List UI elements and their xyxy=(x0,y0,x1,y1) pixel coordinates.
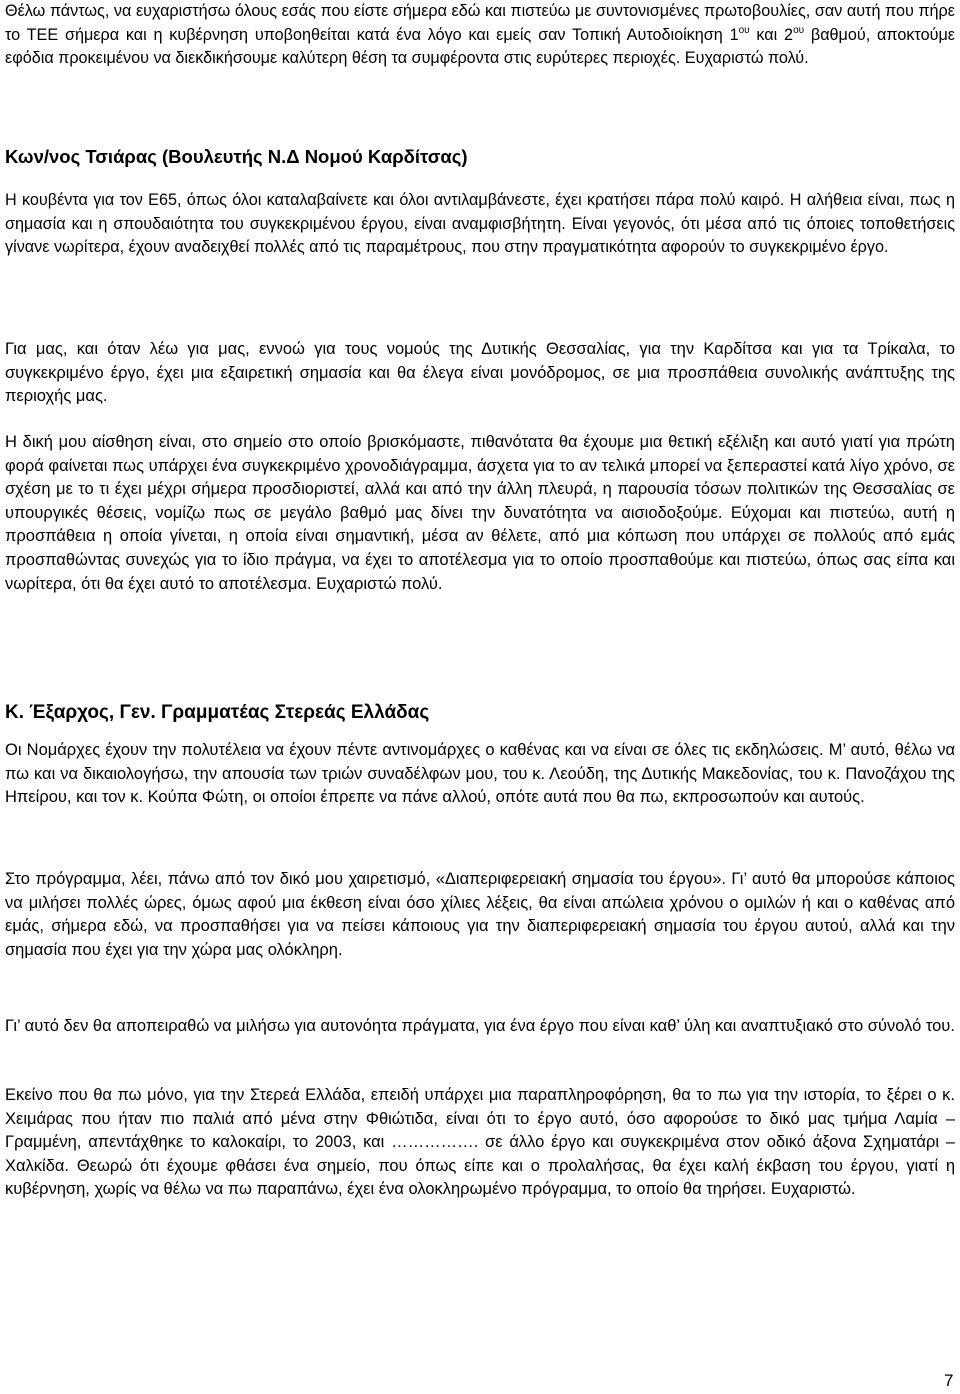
speaker-heading-tsiaras: Κων/νος Τσιάρας (Βουλευτής Ν.Δ Νομού Καρδίτσας) xyxy=(5,146,468,167)
exarchos-paragraph-2: Στο πρόγραμμα, λέει, πάνω από τον δικό μου χαιρετισμό, «Διαπεριφερειακή σημασία του έργου». Γι’ αυτό θα μπορούσε κάποιος να μιλήσει πολλές ώρες, όμως αφού μια έκθεση είναι όσο χίλιες λέξεις, θα είναι απώλεια χρόνου ο ομιλών ή και ο καθένας από εμάς, σήμερα εδώ, να προσπαθήσει για να πείσει κάποιους για την διαπεριφερειακή σημασία του έργου αυτού, αλλά και την σημασία που έχει για την χώρα μας ολόκληρη. xyxy=(5,870,955,959)
exarchos-paragraph-3: Γι’ αυτό δεν θα αποπειραθώ να μιλήσω για αυτονόητα πράγματα, για ένα έργο που είναι καθ’ ύλη και αναπτυξιακό στο σύνολό του. xyxy=(5,1017,955,1035)
ordinal-superscript-2: ου xyxy=(793,24,805,36)
intro-paragraph xyxy=(5,0,955,71)
tsiaras-paragraph-2: Για μας, και όταν λέω για μας, εννοώ για τους νομούς της Δυτικής Θεσσαλίας, για την Καρδίτσα και για τα Τρίκαλα, το συγκεκριμένο έργο, έχει μια εξαιρετική σημασία και θα έλεγα είναι μονόδρομος, σε μια προσπάθεια συνολικής ανάπτυξης της περιοχής μας. xyxy=(5,340,955,406)
page-number: 7 xyxy=(944,1371,954,1390)
tsiaras-paragraph-3: Η δική μου αίσθηση είναι, στο σημείο στο οποίο βρισκόμαστε, πιθανότατα θα έχουμε μια θετική εξέλιξη και αυτό γιατί για πρώτη φορά φαίνεται πως υπάρχει ένα συγκεκριμένο χρονοδιάγραμμα, άσχετα για το αν τελικά μπορεί να ξεπεραστεί κατά λίγο χρόνο, σε σχέση με το τι έχει μέχρι σήμερα προσδιοριστεί, αλλά και από την άλλη πλευρά, η παρουσία τόσων πολιτικών της Θεσσαλίας σε υπουργικές θέσεις, νομίζω πως σε μεγάλο βαθμό μας δίνει την δυνατότητα να αισιοδοξούμε. Εύχομαι και πιστεύω, αυτή η προσπάθεια η οποία γίνεται, η οποία είναι σημαντική, μέσα αν θέλετε, από μια κόπωση που υπάρχει σε πολλούς από εμάς προσπαθώντας συνεχώς για το ίδιο πράγμα, να έχει το αποτέλεσμα για το οποίο προσπαθούμε και πιστεύω, όπως σας είπα και νωρίτερα, ότι θα έχει αυτό το αποτέλεσμα. Ευχαριστώ πολύ. xyxy=(5,433,955,593)
intro-text-c: βαθμού, αποκτούμε εφόδια προκειμένου να διεκδικήσουμε καλύτερη θέση τα συμφέροντα στις ευρύτερες περιοχές. Ευχαριστώ πολύ. xyxy=(5,25,955,67)
tsiaras-paragraph-1: Η κουβέντα για τον Ε65, όπως όλοι καταλαβαίνετε και όλοι αντιλαμβάνεστε, έχει κρατήσει πάρα πολύ καιρό. Η αλήθεια είναι, πως η σημασία και η σπουδαιότητα του συγκεκριμένου έργου, είναι αναμφισβήτητη. Είναι γεγονός, ότι μέσα από τις όποιες τοποθετήσεις γίνανε νωρίτερα, έχουν αναδειχθεί πολλές από τις παραμέτρους, που στην πραγματικότητα αφορούν το συγκεκριμένο έργο. xyxy=(5,191,955,256)
exarchos-paragraph-4: Εκείνο που θα πω μόνο, για την Στερεά Ελλάδα, επειδή υπάρχει μια παραπληροφόρηση, θα το πω για την ιστορία, το ξέρει ο κ. Χειμάρας που ήταν πιο παλιά από μένα στην Φθιώτιδα, είναι ότι το έργο αυτό, όσο αφορούσε το δικό μας τμήμα Λαμία – Γραμμένη, απεντάχθηκε το καλοκαίρι, το 2003, και ……………. σε άλλο έργο και συγκεκριμένα στον οδικό άξονα Σχηματάρι – Χαλκίδα. Θεωρώ ότι έχουμε φθάσει ένα σημείο, που όπως είπε και ο προλαλήσας, θα έχει καλή έκβαση του έργου, γιατί η κυβέρνηση, χωρίς να θέλω να πω παραπάνω, έχει ένα ολοκληρωμένο πρόγραμμα, το οποίο θα τηρήσει. Ευχαριστώ. xyxy=(5,1086,955,1199)
speaker-heading-exarchos: Κ. Έξαρχος, Γεν. Γραμματέας Στερεάς Ελλάδας xyxy=(5,702,430,723)
ordinal-superscript-1: ου xyxy=(738,24,750,36)
intro-text-b: και 2 xyxy=(749,25,794,44)
intro-text-a: Θέλω πάντως, να ευχαριστήσω όλους εσάς που είστε σήμερα εδώ και πιστεύω με συντονισμένες πρωτοβουλίες, σαν αυτή που πήρε το ΤΕΕ σήμερα και η κυβέρνηση υποβοηθείται κατά ένα λόγο και εμείς σαν Τοπική Αυτοδιοίκηση 1 xyxy=(5,2,955,44)
exarchos-paragraph-1: Οι Νομάρχες έχουν την πολυτέλεια να έχουν πέντε αντινομάρχες ο καθένας και να είναι σε όλες τις εκδηλώσεις. Μ’ αυτό, θέλω να πω και να δικαιολογήσω, την απουσία των τριών συναδέλφων μου, του κ. Λεούδη, της Δυτικής Μακεδονίας, του κ. Πανοζάχου της Ηπείρου, και τον κ. Κούπα Φώτη, οι οποίοι έπρεπε να πάνε αλλού, οπότε αυτά που θα πω, εκπροσωπούν και αυτούς. xyxy=(5,741,955,807)
